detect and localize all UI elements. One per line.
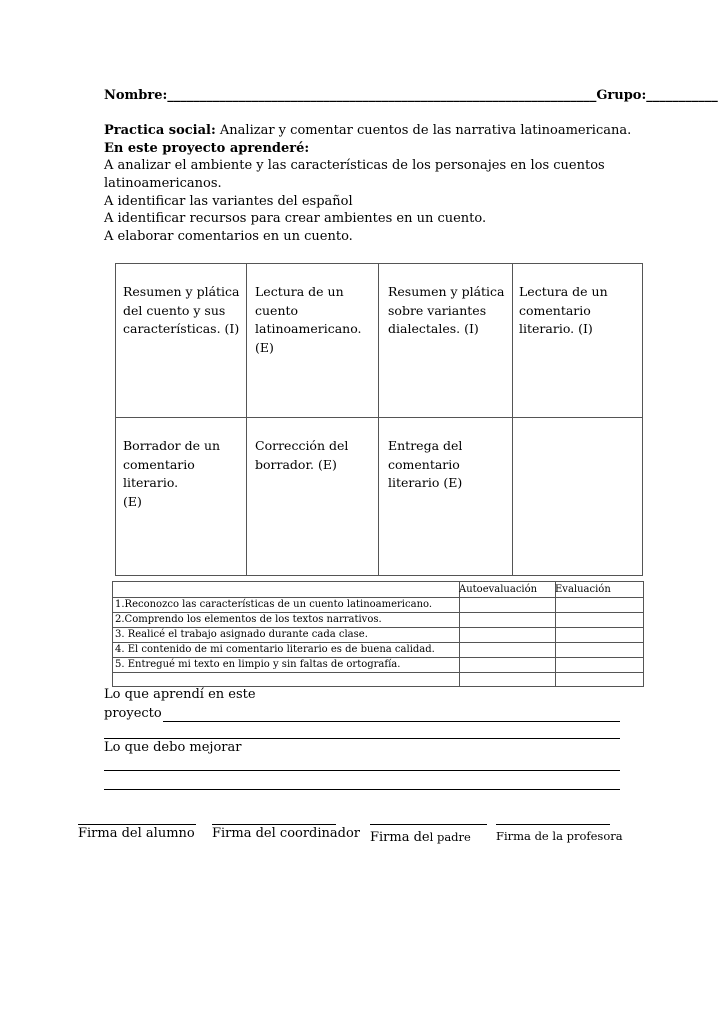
column-header-evaluacion: Evaluación [555,584,611,595]
aprendere-heading: En este proyecto aprenderé: [104,141,310,156]
criterion-row: 5. Entregué mi texto en limpio y sin faltas de ortografía. [115,659,401,670]
aprendi-label-2: proyecto [104,706,162,721]
table-divider [113,612,643,613]
activity-cell: Corrección del borrador. (E) [255,438,349,472]
objective-item: A identificar recursos para crear ambientes en un cuento. [104,211,487,226]
firma-padre-a: Firma de [370,830,430,845]
activity-cell: Entrega del comentario literario (E) [388,438,463,490]
signature-line [78,824,196,825]
table-divider [113,642,643,643]
evaluation-table [112,581,644,687]
signature-line [370,824,487,825]
activity-cell: Borrador de un comentario literario. (E) [123,438,221,509]
criterion-row: 3. Realicé el trabajo asignado durante cada clase. [115,629,368,640]
answer-line [104,738,620,739]
table-divider [113,627,643,628]
grid-divider [246,264,247,575]
practica-social [104,123,631,138]
table-divider [113,597,643,598]
firma-padre [370,826,471,845]
activity-cell: Lectura de un cuento latinoamericano. (E) [255,284,362,355]
answer-line [104,770,620,771]
answer-line [163,721,620,722]
practica-label: Practica social: [104,123,216,138]
answer-line [104,789,620,790]
grid-divider [116,417,642,418]
criterion-row: 1.Reconozco las características de un cuento latinoamericano. [115,599,433,610]
objective-item: A elaborar comentarios en un cuento. [104,229,353,244]
mejorar-label: Lo que debo mejorar [104,740,242,755]
objective-item: A analizar el ambiente y las características de los personajes en los cuentos [104,158,605,173]
grid-divider [512,264,513,575]
firma-profesora: Firma de la profesora [496,829,623,843]
grid-divider [378,264,379,575]
nombre-grupo-line: Nombre:__________________________________________________________________Grupo:___________ [104,88,718,103]
activity-cell: Lectura de un comentario literario. (I) [519,284,608,336]
criterion-row: 4. El contenido de mi comentario literario es de buena calidad. [115,644,435,655]
practica-text: Analizar y comentar cuentos de las narrativa latinoamericana. [215,123,632,138]
table-divider [113,672,643,673]
signature-line [212,824,336,825]
activities-grid [115,263,643,576]
firma-alumno: Firma del alumno [78,826,195,841]
firma-padre-b: l padre [429,830,471,844]
activity-cell: Resumen y plática sobre variantes dialectales. (I) [388,284,505,336]
objective-item: latinoamericanos. [104,176,222,191]
objective-item: A identificar las variantes del español [104,194,353,209]
column-header-autoevaluacion: Autoevaluación [459,584,538,595]
activity-cell: Resumen y plática del cuento y sus características. (I) [123,284,240,336]
firma-coordinador: Firma del coordinador [212,826,361,841]
aprendi-label: Lo que aprendí en este [104,687,256,702]
criterion-row: 2.Comprendo los elementos de los textos narrativos. [115,614,382,625]
table-divider [113,657,643,658]
signature-line [496,824,610,825]
